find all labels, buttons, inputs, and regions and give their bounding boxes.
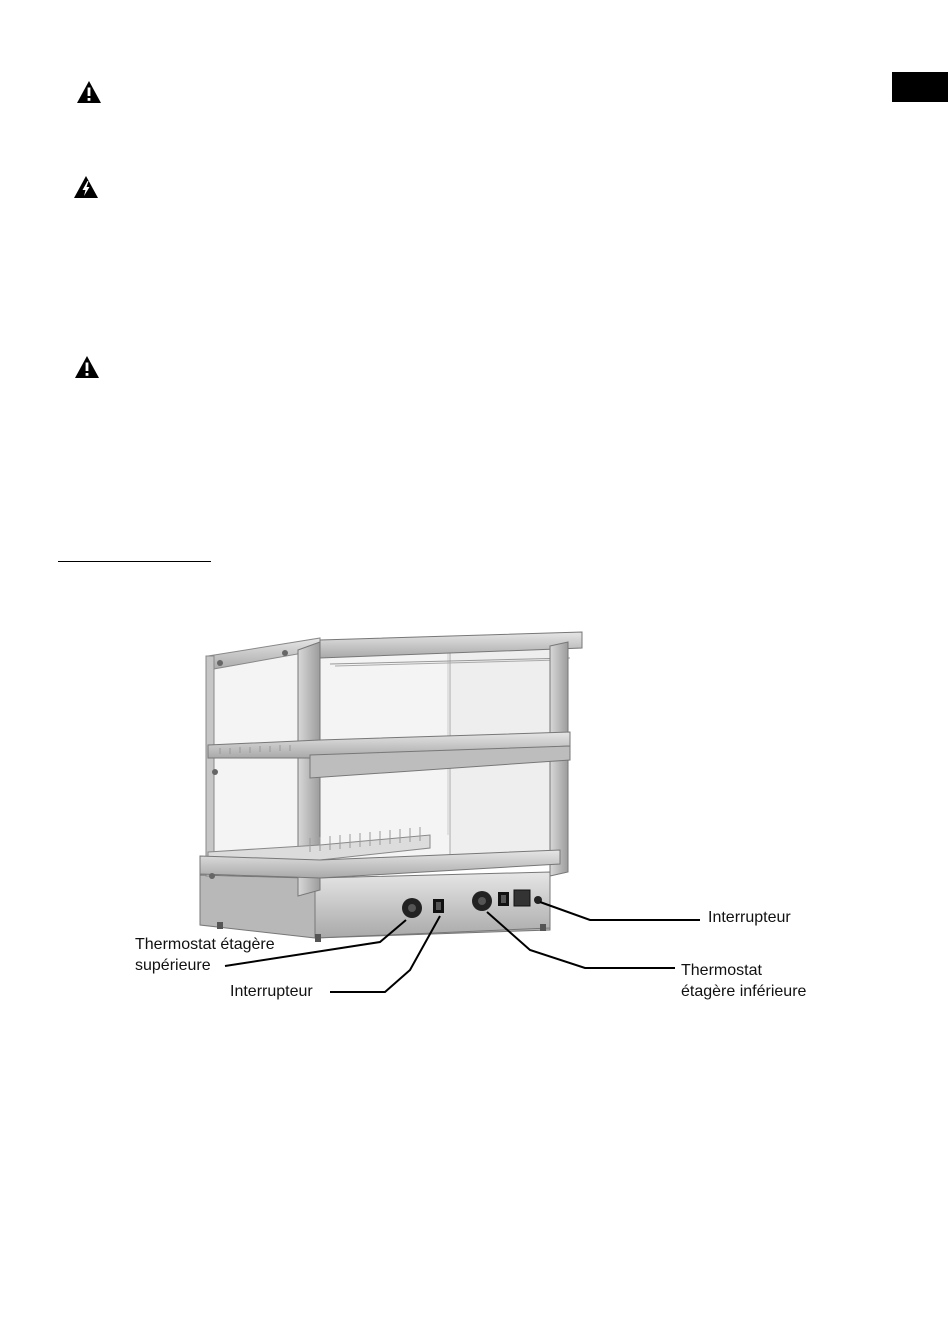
callout-lower-thermostat-line2: étagère inférieure [681,983,807,1000]
callout-upper-thermostat-line2: supérieure [135,957,211,974]
warming-display-figure [120,620,840,1020]
language-tab-marker [892,72,948,102]
power-inlet [514,890,530,906]
callout-switch-right: Interrupteur [708,909,791,926]
section-heading-underline [58,561,211,562]
electric-hazard-icon [73,175,99,199]
warning-triangle-icon [76,80,102,104]
callout-switch-left: Interrupteur [230,983,313,1000]
warning-triangle-icon [74,355,100,379]
callout-lower-thermostat-line1: Thermostat [681,962,762,979]
callout-upper-thermostat-line1: Thermostat étagère [135,936,275,953]
